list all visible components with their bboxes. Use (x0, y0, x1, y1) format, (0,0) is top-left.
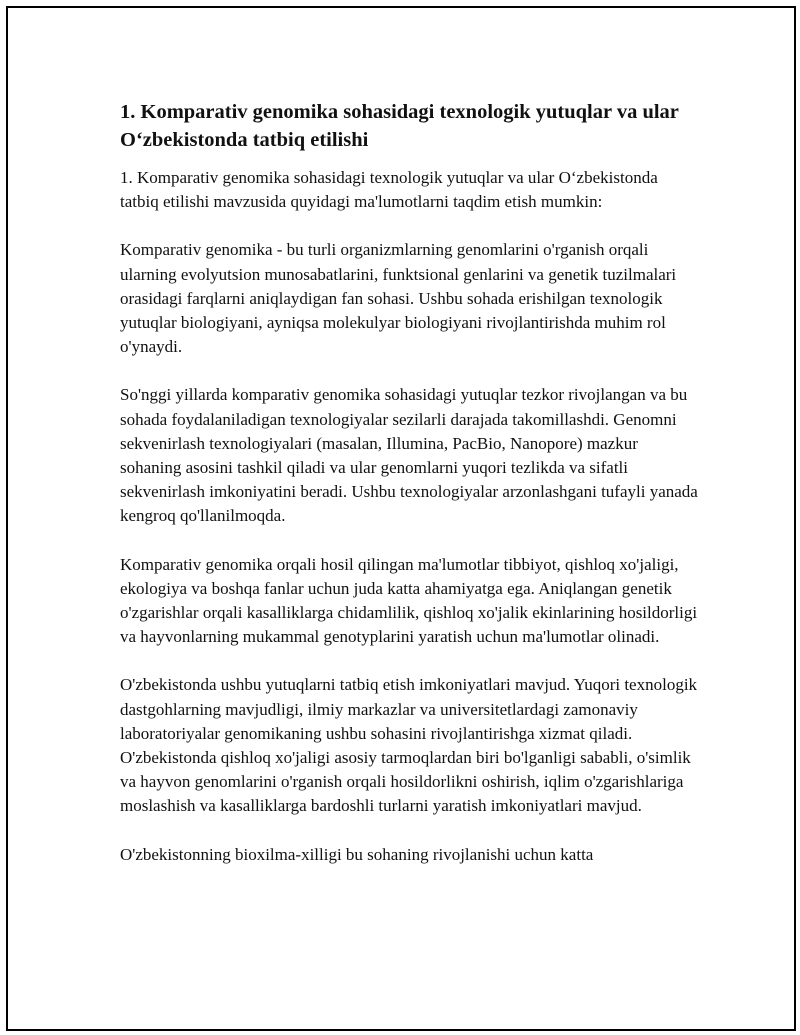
document-body (120, 98, 700, 891)
paragraph-technologies: So'nggi yillarda komparativ genomika sohasidagi yutuqlar tezkor rivojlangan va bu sohada foydalaniladigan texnologiyalar sezilarli darajada takomillashdi. Genomni sekvenirlash texnologiyalari (masalan, Illumina, PacBio, Nanopore) mazkur sohaning asosini tashkil qiladi va ular genomlarni yuqori tezlikda va sifatli sekvenirlash imkoniyatini beradi. Ushbu texnologiyalar arzonlashgani tufayli yanada kengroq qo'llanilmoqda. (120, 385, 698, 526)
paragraph-definition: Komparativ genomika - bu turli organizmlarning genomlarini o'rganish orqali ularning evolyutsion munosabatlarini, funktsional genlarini va genetik tuzilmalari orasidagi farqlarni aniqlaydigan fan sohasi. Ushbu sohada erishilgan texnologik yutuqlar biologiyani, ayniqsa molekulyar biologiyani rivojlantirishda muhim rol o'ynaydi. (120, 240, 677, 357)
document-title: 1. Komparativ genomika sohasidagi texnologik yutuqlar va ular O‘zbekistonda tatbiq etilishi (120, 101, 679, 151)
paragraph-uzbekistan: O'zbekistonda ushbu yutuqlarni tatbiq etish imkoniyatlari mavjud. Yuqori texnologik dastgohlarning mavjudligi, ilmiy markazlar va universitetlardagi zamonaviy laboratoriyalar genomikaning ushbu sohasini rivojlantirishga xizmat qiladi. O'zbekistonda qishloq xo'jaligi asosiy tarmoqlardan biri bo'lganligi sababli, o'simlik va hayvon genomlarini o'rganish orqali hosildorlikni oshirish, iqlim o'zgarishlariga moslashish va kasalliklarga bardoshli turlarni yaratish imkoniyatlari mavjud. (120, 675, 698, 816)
paragraph-biodiversity: O'zbekistonning bioxilma-xilligi bu sohaning rivojlanishi uchun katta (120, 844, 594, 864)
document-page (6, 6, 796, 1031)
paragraph-intro: 1. Komparativ genomika sohasidagi texnologik yutuqlar va ular O‘zbekistonda tatbiq etilishi mavzusida quyidagi ma'lumotlarni taqdim etish mumkin: (120, 168, 658, 212)
paragraph-applications: Komparativ genomika orqali hosil qilingan ma'lumotlar tibbiyot, qishloq xo'jaligi, ekologiya va boshqa fanlar uchun juda katta ahamiyatga ega. Aniqlangan genetik o'zgarishlar orqali kasalliklarga chidamlilik, qishloq xo'jalik ekinlarining hosildorligi va hayvonlarning mukammal genotyplarini yaratish uchun ma'lumotlar olinadi. (120, 554, 698, 647)
